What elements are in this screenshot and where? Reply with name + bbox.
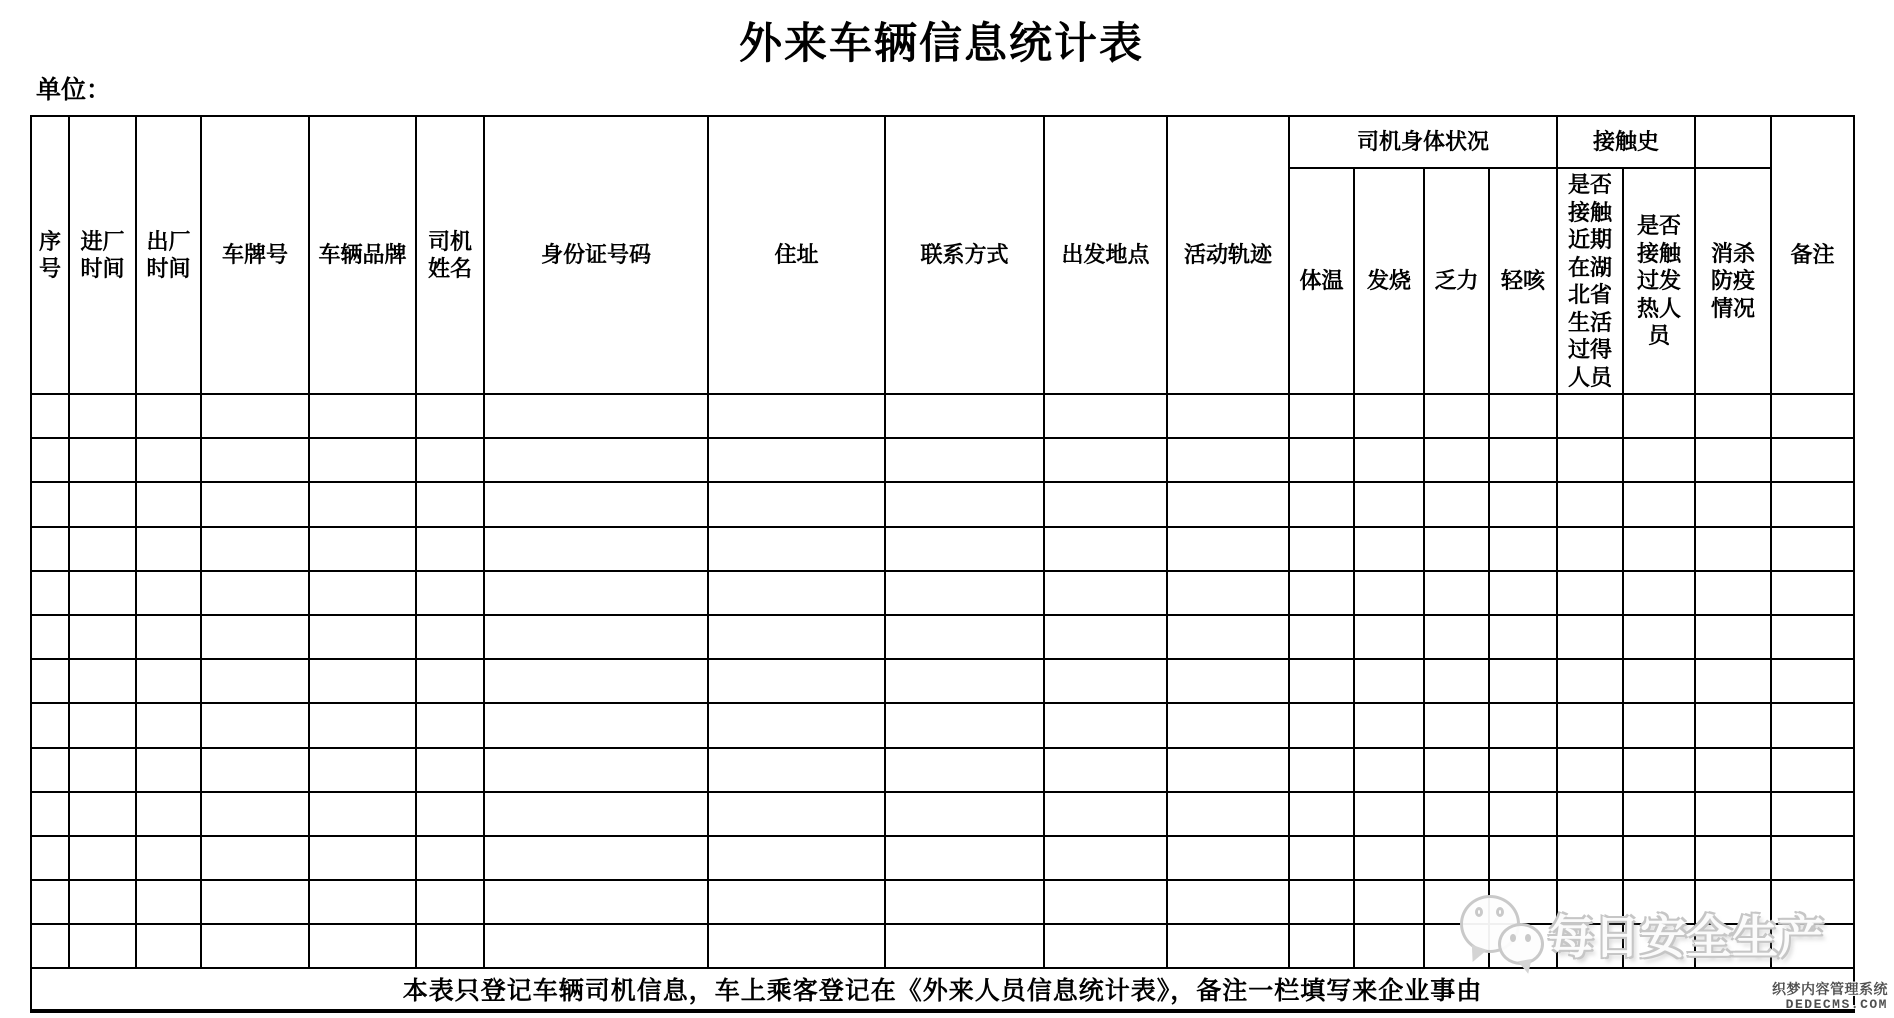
empty-cell (1424, 571, 1489, 615)
empty-cell (1289, 438, 1354, 482)
empty-cell (136, 748, 201, 792)
empty-cell (1623, 394, 1695, 438)
empty-cell (1489, 703, 1557, 747)
empty-cell (1044, 571, 1167, 615)
empty-cell (136, 615, 201, 659)
empty-cell (309, 836, 416, 880)
empty-cell (708, 924, 885, 968)
empty-cell (1354, 394, 1424, 438)
empty-cell (201, 438, 309, 482)
brand-watermark: 每日安全生产 (1548, 911, 1824, 963)
empty-cell (136, 836, 201, 880)
empty-cell (136, 571, 201, 615)
empty-cell (136, 659, 201, 703)
empty-cell (136, 924, 201, 968)
empty-cell (1289, 394, 1354, 438)
empty-cell (484, 748, 708, 792)
empty-cell (309, 748, 416, 792)
empty-cell (1489, 394, 1557, 438)
col-fever: 发烧 (1354, 168, 1424, 394)
empty-cell (1771, 438, 1854, 482)
empty-cell (1289, 703, 1354, 747)
empty-cell (201, 924, 309, 968)
empty-cell (708, 748, 885, 792)
empty-cell (708, 527, 885, 571)
col-remark: 备注 (1771, 116, 1854, 394)
empty-cell (1771, 527, 1854, 571)
col-temperature: 体温 (1289, 168, 1354, 394)
col-vehicle-brand: 车辆品牌 (309, 116, 416, 394)
empty-cell (1557, 703, 1623, 747)
empty-cell (1044, 703, 1167, 747)
empty-cell (1489, 571, 1557, 615)
empty-cell (69, 836, 136, 880)
empty-cell (708, 394, 885, 438)
empty-cell (1623, 527, 1695, 571)
table-row (31, 571, 1854, 615)
table-row (31, 703, 1854, 747)
empty-cell (1771, 703, 1854, 747)
empty-cell (136, 880, 201, 924)
wechat-eye-icon (1496, 907, 1504, 917)
empty-cell (31, 659, 69, 703)
empty-cell (1771, 792, 1854, 836)
empty-cell (1354, 571, 1424, 615)
empty-cell (1424, 703, 1489, 747)
empty-cell (416, 659, 484, 703)
empty-cell (1424, 792, 1489, 836)
empty-cell (484, 792, 708, 836)
empty-cell (1289, 527, 1354, 571)
empty-cell (1489, 527, 1557, 571)
empty-cell (69, 659, 136, 703)
empty-cell (1489, 659, 1557, 703)
empty-cell (416, 924, 484, 968)
empty-cell (1557, 527, 1623, 571)
empty-cell (1424, 659, 1489, 703)
empty-cell (885, 748, 1044, 792)
table-row (31, 792, 1854, 836)
empty-cell (1695, 615, 1771, 659)
empty-cell (1289, 792, 1354, 836)
empty-cell (31, 482, 69, 526)
empty-cell (201, 571, 309, 615)
empty-cell (136, 792, 201, 836)
empty-cell (1771, 836, 1854, 880)
empty-cell (1167, 571, 1289, 615)
empty-cell (885, 394, 1044, 438)
empty-cell (1289, 482, 1354, 526)
empty-cell (708, 659, 885, 703)
empty-cell (31, 615, 69, 659)
empty-cell (1044, 482, 1167, 526)
empty-cell (1044, 659, 1167, 703)
wechat-icon (1460, 893, 1556, 985)
empty-cell (136, 527, 201, 571)
empty-cell (136, 394, 201, 438)
empty-cell (1623, 792, 1695, 836)
empty-cell (136, 482, 201, 526)
footer-note: 本表只登记车辆司机信息，车上乘客登记在《外来人员信息统计表》，备注一栏填写来企业事由 (31, 968, 1854, 1011)
empty-cell (416, 482, 484, 526)
empty-cell (1044, 792, 1167, 836)
empty-cell (1695, 571, 1771, 615)
empty-cell (1354, 527, 1424, 571)
col-fatigue: 乏力 (1424, 168, 1489, 394)
empty-cell (69, 748, 136, 792)
empty-cell (416, 527, 484, 571)
empty-cell (416, 394, 484, 438)
empty-cell (201, 836, 309, 880)
empty-cell (885, 527, 1044, 571)
empty-cell (1695, 527, 1771, 571)
empty-cell (1354, 659, 1424, 703)
empty-cell (885, 438, 1044, 482)
empty-cell (309, 482, 416, 526)
empty-cell (1167, 924, 1289, 968)
empty-cell (69, 880, 136, 924)
empty-cell (1044, 748, 1167, 792)
wechat-eye-icon (1525, 934, 1531, 942)
empty-cell (416, 438, 484, 482)
group-driver-health: 司机身体状况 (1289, 116, 1557, 168)
empty-cell (31, 880, 69, 924)
empty-cell (1424, 527, 1489, 571)
empty-cell (309, 792, 416, 836)
wechat-eye-icon (1510, 934, 1516, 942)
empty-cell (1489, 836, 1557, 880)
table-row (31, 748, 1854, 792)
empty-cell (31, 792, 69, 836)
empty-cell (708, 880, 885, 924)
cms-system-name: 织梦内容管理系统 (1772, 981, 1888, 997)
table-footer (31, 968, 1854, 1011)
table-row (31, 394, 1854, 438)
cms-domain: DEDECMS.COM (1785, 997, 1888, 1012)
col-plate-number: 车牌号 (201, 116, 309, 394)
empty-cell (31, 438, 69, 482)
empty-cell (1289, 880, 1354, 924)
empty-cell (1489, 615, 1557, 659)
empty-cell (416, 703, 484, 747)
col-disinfection-status: 消杀防疫情况 (1695, 168, 1771, 394)
empty-cell (885, 659, 1044, 703)
empty-cell (1489, 748, 1557, 792)
empty-cell (201, 615, 309, 659)
empty-cell (1289, 659, 1354, 703)
empty-cell (484, 703, 708, 747)
empty-cell (1695, 703, 1771, 747)
empty-cell (708, 792, 885, 836)
empty-cell (1623, 703, 1695, 747)
empty-cell (309, 438, 416, 482)
col-activity-track: 活动轨迹 (1167, 116, 1289, 394)
empty-cell (1167, 792, 1289, 836)
empty-cell (484, 615, 708, 659)
empty-cell (885, 880, 1044, 924)
empty-cell (1354, 880, 1424, 924)
empty-cell (416, 615, 484, 659)
col-entry-time: 进厂时间 (69, 116, 136, 394)
empty-cell (1167, 880, 1289, 924)
empty-cell (69, 615, 136, 659)
empty-cell (1623, 482, 1695, 526)
empty-cell (309, 659, 416, 703)
empty-cell (201, 703, 309, 747)
empty-cell (69, 482, 136, 526)
empty-cell (309, 703, 416, 747)
empty-cell (1695, 659, 1771, 703)
empty-cell (484, 836, 708, 880)
empty-cell (1557, 748, 1623, 792)
empty-cell (1167, 438, 1289, 482)
empty-cell (309, 394, 416, 438)
empty-cell (1771, 571, 1854, 615)
empty-group-header-cell (1695, 116, 1771, 168)
empty-cell (31, 703, 69, 747)
col-id-number: 身份证号码 (484, 116, 708, 394)
empty-cell (1623, 571, 1695, 615)
empty-cell (201, 394, 309, 438)
empty-cell (885, 792, 1044, 836)
unit-label: 单位： (36, 76, 112, 104)
empty-cell (1557, 615, 1623, 659)
empty-cell (1167, 527, 1289, 571)
empty-cell (1424, 615, 1489, 659)
empty-cell (1557, 571, 1623, 615)
empty-cell (416, 792, 484, 836)
empty-cell (1623, 836, 1695, 880)
empty-cell (484, 571, 708, 615)
empty-cell (885, 571, 1044, 615)
empty-cell (1695, 748, 1771, 792)
empty-cell (1623, 615, 1695, 659)
empty-cell (1623, 748, 1695, 792)
empty-cell (1424, 438, 1489, 482)
empty-cell (1044, 836, 1167, 880)
empty-cell (136, 438, 201, 482)
table-row (31, 615, 1854, 659)
header-group-row (31, 116, 1854, 168)
wechat-bubble-small (1498, 923, 1544, 965)
empty-cell (31, 748, 69, 792)
empty-cell (1771, 748, 1854, 792)
group-contact-history: 接触史 (1557, 116, 1695, 168)
empty-cell (1489, 482, 1557, 526)
vehicle-info-table (30, 115, 1855, 1013)
empty-cell (1167, 394, 1289, 438)
empty-cell (416, 836, 484, 880)
table-row (31, 659, 1854, 703)
table-body (31, 394, 1854, 968)
empty-cell (1167, 748, 1289, 792)
col-exit-time: 出厂时间 (136, 116, 201, 394)
empty-cell (1289, 836, 1354, 880)
empty-cell (31, 527, 69, 571)
empty-cell (309, 527, 416, 571)
col-fever-person-contact: 是否接触过发热人员 (1623, 168, 1695, 394)
table-header (31, 116, 1854, 394)
col-departure-place: 出发地点 (1044, 116, 1167, 394)
empty-cell (1167, 482, 1289, 526)
empty-cell (136, 703, 201, 747)
empty-cell (484, 482, 708, 526)
empty-cell (1167, 703, 1289, 747)
empty-cell (484, 527, 708, 571)
empty-cell (1354, 924, 1424, 968)
empty-cell (1623, 659, 1695, 703)
empty-cell (1354, 438, 1424, 482)
empty-cell (1044, 924, 1167, 968)
empty-cell (708, 438, 885, 482)
empty-cell (1044, 438, 1167, 482)
empty-cell (1695, 394, 1771, 438)
empty-cell (1167, 836, 1289, 880)
col-driver-name: 司机姓名 (416, 116, 484, 394)
empty-cell (416, 880, 484, 924)
empty-cell (31, 836, 69, 880)
empty-cell (484, 659, 708, 703)
empty-cell (1695, 792, 1771, 836)
empty-cell (1044, 394, 1167, 438)
empty-cell (309, 571, 416, 615)
empty-cell (1771, 482, 1854, 526)
empty-cell (1557, 394, 1623, 438)
empty-cell (1354, 748, 1424, 792)
empty-cell (201, 880, 309, 924)
wechat-eye-icon (1475, 907, 1483, 917)
empty-cell (1167, 615, 1289, 659)
empty-cell (69, 394, 136, 438)
empty-cell (1695, 836, 1771, 880)
empty-cell (885, 836, 1044, 880)
col-light-cough: 轻咳 (1489, 168, 1557, 394)
empty-cell (885, 703, 1044, 747)
empty-cell (1489, 792, 1557, 836)
empty-cell (1695, 438, 1771, 482)
empty-cell (31, 571, 69, 615)
empty-cell (309, 880, 416, 924)
empty-cell (1289, 571, 1354, 615)
empty-cell (69, 703, 136, 747)
empty-cell (201, 527, 309, 571)
empty-cell (1354, 703, 1424, 747)
empty-cell (1557, 836, 1623, 880)
empty-cell (885, 924, 1044, 968)
empty-cell (1424, 482, 1489, 526)
empty-cell (708, 482, 885, 526)
col-address: 住址 (708, 116, 885, 394)
col-serial-number: 序号 (31, 116, 69, 394)
empty-cell (1289, 924, 1354, 968)
empty-cell (1489, 438, 1557, 482)
empty-cell (1354, 615, 1424, 659)
empty-cell (1354, 836, 1424, 880)
empty-cell (31, 394, 69, 438)
empty-cell (416, 748, 484, 792)
empty-cell (708, 836, 885, 880)
empty-cell (1354, 792, 1424, 836)
empty-cell (69, 527, 136, 571)
empty-cell (69, 924, 136, 968)
empty-cell (309, 924, 416, 968)
empty-cell (1695, 482, 1771, 526)
empty-cell (484, 438, 708, 482)
empty-cell (201, 482, 309, 526)
empty-cell (885, 615, 1044, 659)
page-title: 外来车辆信息统计表 (739, 20, 1144, 68)
empty-cell (1771, 659, 1854, 703)
table-row (31, 438, 1854, 482)
empty-cell (1424, 394, 1489, 438)
empty-cell (1557, 438, 1623, 482)
empty-cell (1771, 615, 1854, 659)
table-row (31, 836, 1854, 880)
empty-cell (1424, 748, 1489, 792)
empty-cell (201, 792, 309, 836)
empty-cell (1623, 438, 1695, 482)
empty-cell (1167, 659, 1289, 703)
empty-cell (1557, 659, 1623, 703)
empty-cell (708, 615, 885, 659)
empty-cell (1289, 615, 1354, 659)
empty-cell (484, 924, 708, 968)
empty-cell (1557, 792, 1623, 836)
table-row (31, 527, 1854, 571)
empty-cell (31, 924, 69, 968)
empty-cell (1771, 394, 1854, 438)
empty-cell (484, 880, 708, 924)
empty-cell (708, 703, 885, 747)
empty-cell (69, 792, 136, 836)
empty-cell (1289, 748, 1354, 792)
empty-cell (708, 571, 885, 615)
empty-cell (416, 571, 484, 615)
empty-cell (1044, 527, 1167, 571)
empty-cell (1424, 836, 1489, 880)
empty-cell (201, 659, 309, 703)
empty-cell (484, 394, 708, 438)
empty-cell (1557, 482, 1623, 526)
empty-cell (885, 482, 1044, 526)
empty-cell (1044, 880, 1167, 924)
empty-cell (69, 571, 136, 615)
col-hubei-contact: 是否接触近期在湖北省生活过得人员 (1557, 168, 1623, 394)
empty-cell (309, 615, 416, 659)
footer-row (31, 968, 1854, 1011)
col-contact: 联系方式 (885, 116, 1044, 394)
empty-cell (201, 748, 309, 792)
empty-cell (69, 438, 136, 482)
empty-cell (1354, 482, 1424, 526)
cms-watermark (1772, 981, 1888, 1013)
table-row (31, 482, 1854, 526)
empty-cell (1044, 615, 1167, 659)
